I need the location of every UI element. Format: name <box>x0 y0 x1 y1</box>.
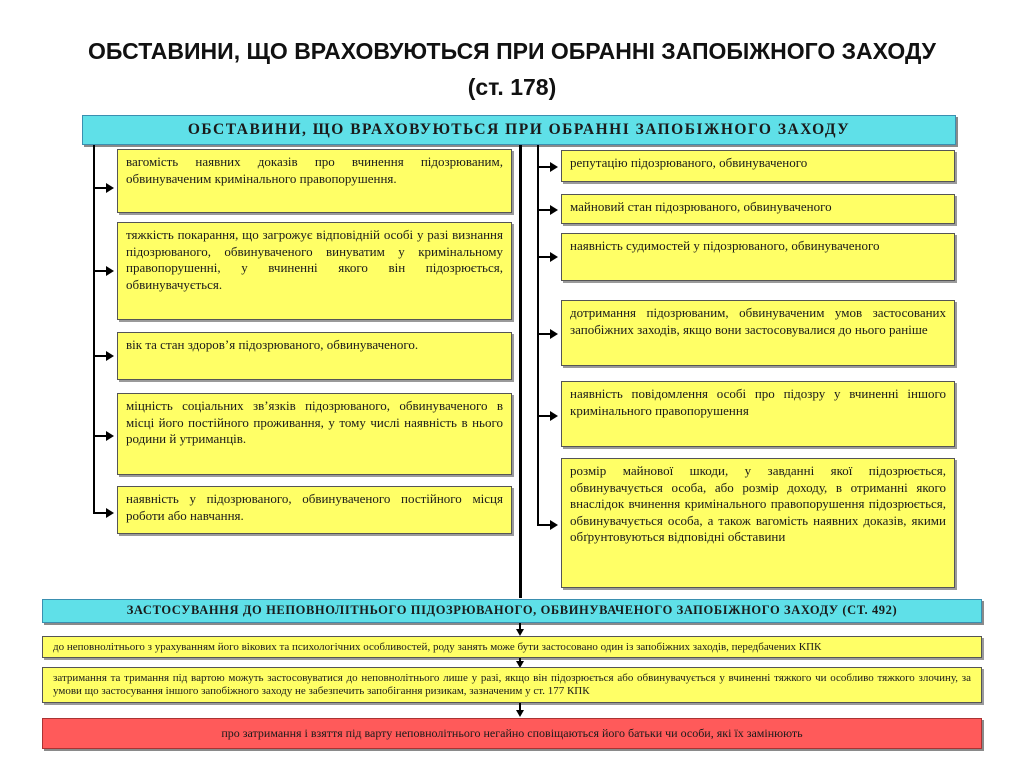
arrow-down-icon <box>516 629 524 636</box>
diagram-header: ОБСТАВИНИ, ЩО ВРАХОВУЮТЬСЯ ПРИ ОБРАННІ ЗАПОБІЖНОГО ЗАХОДУ <box>82 115 956 145</box>
connector-line <box>537 333 551 335</box>
connector-line <box>537 415 551 417</box>
circumstance-box-right: розмір майнової шкоди, у завданні якої підозрюється, обвинувачується особа, або розмір доходу, в отриманні якого внаслідок вчинення кримінального правопорушення підозрюється, обвинувачується особа, а також вагомість наявних доказів, якими обґрунтовуються відповідні обставини <box>561 458 955 588</box>
arrow-down-icon <box>516 710 524 717</box>
connector-line <box>537 209 551 211</box>
arrow-right-icon <box>550 329 558 339</box>
center-trunk-line <box>519 145 522 598</box>
circumstance-box-left: міцність соціальних зв’язків підозрюваного, обвинуваченого в місці його постійного проживання, у тому числі наявність в нього родини й утриманців. <box>117 393 512 475</box>
arrow-right-icon <box>106 351 114 361</box>
arrow-right-icon <box>106 183 114 193</box>
arrow-right-icon <box>106 431 114 441</box>
arrow-right-icon <box>550 205 558 215</box>
circumstance-box-right: майновий стан підозрюваного, обвинуваченого <box>561 194 955 224</box>
juvenile-rule-box: затримання та тримання під вартою можуть застосовуватися до неповнолітнього лише у разі, якщо він підозрюється або обвинувачується у вчиненні тяжкого чи особливо тяжкого злочину, за умови що застосування іншого запобіжного заходу не забезпечить запобігання ризикам, зазначеним у ст. 177 КПК <box>42 667 982 703</box>
connector-line <box>537 524 551 526</box>
circumstance-box-right: дотримання підозрюваним, обвинуваченим умов застосованих запобіжних заходів, якщо вони застосовувалися до нього раніше <box>561 300 955 366</box>
left-trunk-line <box>93 145 95 514</box>
circumstance-box-left: тяжкість покарання, що загрожує відповідній особі у разі визнання підозрюваного, обвинуваченого винуватим у кримінальному правопорушенні, у вчиненні якого він підозрюється, обвинувачується. <box>117 222 512 320</box>
connector-line <box>93 270 107 272</box>
juvenile-header: ЗАСТОСУВАННЯ ДО НЕПОВНОЛІТНЬОГО ПІДОЗРЮВАНОГО, ОБВИНУВАЧЕНОГО ЗАПОБІЖНОГО ЗАХОДУ (СТ. 492) <box>42 599 982 623</box>
juvenile-rule-box: до неповнолітнього з урахуванням його вікових та психологічних особливостей, роду занять може бути застосовано один із запобіжних заходів, передбачених КПК <box>42 636 982 658</box>
arrow-right-icon <box>550 411 558 421</box>
arrow-right-icon <box>106 508 114 518</box>
arrow-right-icon <box>106 266 114 276</box>
slide-subtitle: (ст. 178) <box>467 74 557 100</box>
notification-box: про затримання і взяття під варту неповнолітнього негайно сповіщаються його батьки чи особи, які їх замінюють <box>42 718 982 749</box>
connector-line <box>93 512 107 514</box>
arrow-right-icon <box>550 520 558 530</box>
arrow-right-icon <box>550 252 558 262</box>
connector-line <box>93 187 107 189</box>
circumstance-box-left: наявність у підозрюваного, обвинуваченого постійного місця роботи або навчання. <box>117 486 512 534</box>
connector-line <box>93 355 107 357</box>
slide-title: ОБСТАВИНИ, ЩО ВРАХОВУЮТЬСЯ ПРИ ОБРАННІ ЗАПОБІЖНОГО ЗАХОДУ <box>88 38 936 64</box>
connector-line <box>93 435 107 437</box>
right-trunk-line <box>537 145 539 526</box>
circumstance-box-left: вагомість наявних доказів про вчинення підозрюваним, обвинуваченим кримінального правопорушення. <box>117 149 512 213</box>
circumstance-box-right: наявність судимостей у підозрюваного, обвинуваченого <box>561 233 955 281</box>
arrow-right-icon <box>550 162 558 172</box>
circumstance-box-left: вік та стан здоров’я підозрюваного, обвинуваченого. <box>117 332 512 380</box>
circumstance-box-right: наявність повідомлення особі про підозру у вчиненні іншого кримінального правопорушення <box>561 381 955 447</box>
circumstance-box-right: репутацію підозрюваного, обвинуваченого <box>561 150 955 182</box>
connector-line <box>537 256 551 258</box>
connector-line <box>537 166 551 168</box>
